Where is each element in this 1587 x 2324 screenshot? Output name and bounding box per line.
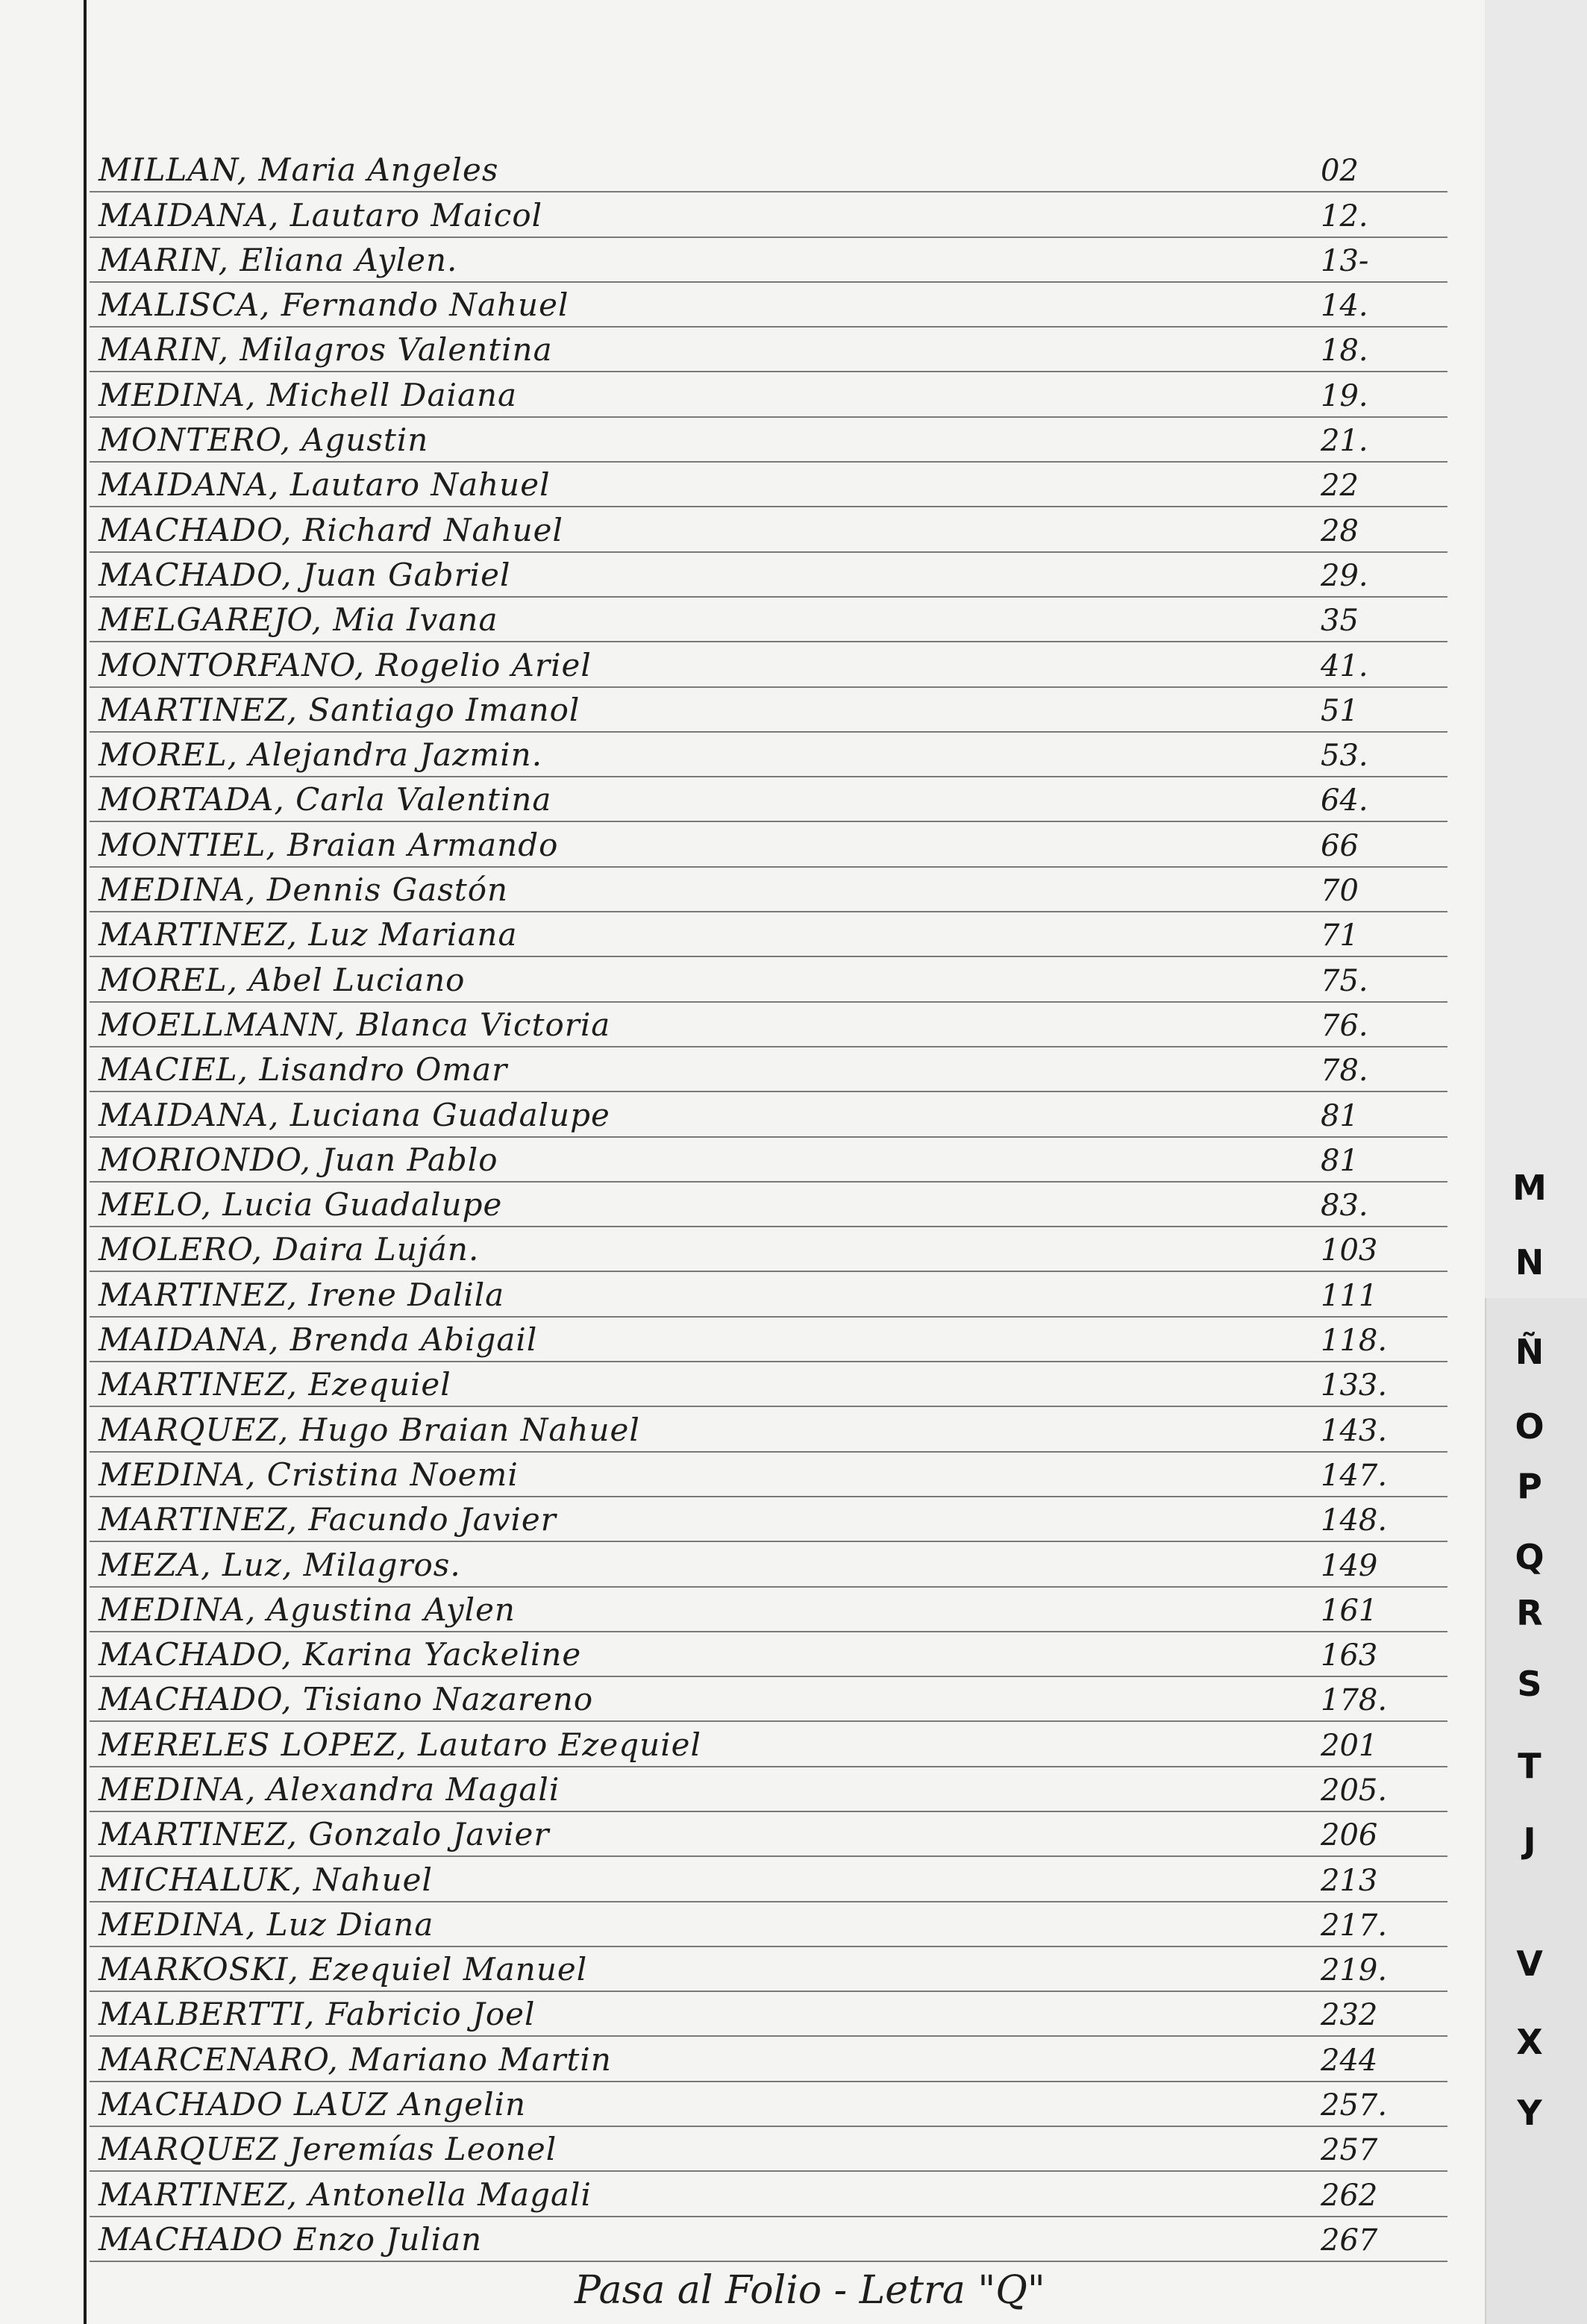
entry-number: 66: [1321, 828, 1359, 863]
ledger-row: [90, 822, 1447, 867]
entry-number: 149: [1321, 1548, 1378, 1583]
entry-number: 178.: [1321, 1683, 1388, 1718]
entry-name: MARTINEZ, Gonzalo Javier: [98, 1816, 550, 1853]
entry-number: 13-: [1321, 243, 1369, 278]
index-tab-7[interactable]: S: [1517, 1664, 1542, 1704]
entry-number: 76.: [1321, 1008, 1368, 1043]
ledger-row: [90, 418, 1447, 463]
entry-name: MEDINA, Michell Daiana: [98, 376, 518, 413]
ledger-list: [90, 148, 1447, 2262]
entry-name: MARTINEZ, Antonella Magali: [98, 2176, 592, 2213]
entry-number: 71: [1321, 918, 1359, 953]
entry-name: MARTINEZ, Santiago Imanol: [98, 691, 580, 728]
entry-number: 81: [1321, 1098, 1359, 1133]
entry-name: MOREL, Abel Luciano: [98, 961, 466, 998]
entry-name: MARTINEZ, Facundo Javier: [98, 1501, 557, 1538]
ledger-row: [90, 192, 1447, 237]
index-tab-6[interactable]: R: [1516, 1593, 1543, 1633]
entry-number: 18.: [1321, 333, 1368, 369]
margin-line: [84, 0, 87, 2324]
entry-number: 81: [1321, 1143, 1359, 1178]
ledger-row: [90, 1227, 1447, 1272]
index-tab-0[interactable]: M: [1512, 1168, 1547, 1208]
entry-number: 64.: [1321, 783, 1368, 818]
entry-number: 53.: [1321, 739, 1368, 774]
entry-name: MARIN, Milagros Valentina: [98, 331, 553, 369]
entry-name: MACHADO, Juan Gabriel: [98, 556, 511, 593]
entry-name: MARCENARO, Mariano Martin: [98, 2040, 612, 2078]
entry-name: MORIONDO, Juan Pablo: [98, 1141, 498, 1178]
index-tab-1[interactable]: N: [1515, 1242, 1544, 1282]
entry-name: MELGAREJO, Mia Ivana: [98, 601, 498, 639]
ledger-row: [90, 1542, 1447, 1587]
entry-name: MACHADO, Richard Nahuel: [98, 511, 563, 548]
entry-name: MILLAN, Maria Angeles: [98, 151, 499, 189]
entry-name: MONTORFANO, Rogelio Ariel: [98, 646, 592, 683]
entry-name: MARIN, Eliana Aylen.: [98, 241, 458, 278]
ledger-row: [90, 283, 1447, 328]
entry-name: MACHADO, Karina Yackeline: [98, 1636, 582, 1673]
ledger-row: [90, 957, 1447, 1002]
ledger-row: [90, 1092, 1447, 1137]
entry-number: 51: [1321, 693, 1359, 728]
ledger-row: [90, 463, 1447, 507]
ledger-row: [90, 1497, 1447, 1542]
entry-name: MARTINEZ, Ezequiel: [98, 1366, 451, 1403]
ledger-row: [90, 777, 1447, 822]
entry-name: MOLERO, Daira Luján.: [98, 1231, 480, 1268]
entry-number: 14.: [1321, 289, 1368, 324]
ledger-row: [90, 372, 1447, 417]
entry-number: 147.: [1321, 1458, 1388, 1493]
entry-name: MONTIEL, Braian Armando: [98, 826, 559, 863]
entry-number: 232: [1321, 1998, 1378, 2033]
entry-number: 213: [1321, 1863, 1378, 1898]
index-tab-2[interactable]: Ñ: [1515, 1332, 1544, 1372]
entry-name: MARKOSKI, Ezequiel Manuel: [98, 1951, 588, 1988]
ledger-row: [90, 1632, 1447, 1677]
ledger-row: [90, 1588, 1447, 1632]
ledger-row: [90, 328, 1447, 372]
entry-name: MACIEL, Lisandro Omar: [98, 1051, 508, 1089]
entry-name: MALBERTTI, Fabricio Joel: [98, 1996, 536, 2033]
entry-name: MEDINA, Agustina Aylen: [98, 1591, 516, 1628]
entry-number: 12.: [1321, 198, 1368, 234]
entry-number: 111: [1321, 1278, 1378, 1313]
entry-name: MEDINA, Cristina Noemi: [98, 1456, 519, 1493]
ledger-row: [90, 1407, 1447, 1452]
ledger-row: [90, 1947, 1447, 1992]
ledger-row: [90, 642, 1447, 687]
ledger-row: [90, 1722, 1447, 1767]
entry-number: 163: [1321, 1638, 1378, 1673]
ledger-row: [90, 1138, 1447, 1183]
entry-name: MELO, Lucia Guadalupe: [98, 1186, 503, 1224]
index-tab-9[interactable]: J: [1523, 1820, 1536, 1861]
ledger-row: [90, 1857, 1447, 1902]
entry-number: 118.: [1321, 1324, 1388, 1359]
entry-name: MAIDANA, Lautaro Maicol: [98, 196, 543, 234]
ledger-row: [90, 1767, 1447, 1812]
index-tab-12[interactable]: Y: [1517, 2093, 1542, 2133]
entry-name: MARQUEZ, Hugo Braian Nahuel: [98, 1411, 640, 1448]
entry-name: MARTINEZ, Luz Mariana: [98, 916, 518, 953]
ledger-row: [90, 1992, 1447, 2037]
entry-number: 133.: [1321, 1368, 1388, 1403]
index-tab-5[interactable]: Q: [1515, 1537, 1544, 1577]
entry-name: MAIDANA, Lautaro Nahuel: [98, 466, 551, 504]
entry-number: 103: [1321, 1233, 1378, 1268]
entry-number: 19.: [1321, 378, 1368, 413]
entry-number: 244: [1321, 2043, 1378, 2078]
ledger-row: [90, 2127, 1447, 2172]
ledger-row: [90, 2217, 1447, 2262]
entry-name: MAIDANA, Luciana Guadalupe: [98, 1096, 610, 1133]
entry-number: 35: [1321, 604, 1359, 639]
entry-name: MARTINEZ, Irene Dalila: [98, 1276, 505, 1313]
entry-number: 262: [1321, 2178, 1378, 2213]
ledger-row: [90, 1677, 1447, 1722]
entry-number: 28: [1321, 513, 1359, 548]
entry-number: 267: [1321, 2223, 1378, 2258]
index-tab-3[interactable]: O: [1515, 1406, 1544, 1447]
entry-number: 161: [1321, 1593, 1378, 1628]
entry-number: 201: [1321, 1728, 1378, 1763]
index-tab-10[interactable]: V: [1516, 1944, 1543, 1984]
entry-number: 148.: [1321, 1503, 1388, 1538]
entry-name: MARQUEZ Jeremías Leonel: [98, 2131, 557, 2168]
ledger-row: [90, 2172, 1447, 2217]
ledger-row: [90, 1183, 1447, 1227]
entry-name: MERELES LOPEZ, Lautaro Ezequiel: [98, 1726, 701, 1763]
entry-number: 217.: [1321, 1908, 1388, 1943]
entry-number: 78.: [1321, 1053, 1368, 1089]
entry-name: MACHADO Enzo Julian: [98, 2220, 483, 2258]
ledger-row: [90, 1047, 1447, 1092]
entry-name: MEZA, Luz, Milagros.: [98, 1546, 461, 1583]
entry-number: 22: [1321, 469, 1359, 504]
entry-number: 41.: [1321, 648, 1368, 683]
index-tab-8[interactable]: T: [1518, 1746, 1541, 1786]
entry-number: 219.: [1321, 1953, 1388, 1988]
ledger-row: [90, 2082, 1447, 2127]
ledger-row: [90, 1362, 1447, 1407]
entry-name: MACHADO, Tisiano Nazareno: [98, 1681, 594, 1718]
ledger-row: [90, 912, 1447, 957]
ledger-row: [90, 1812, 1447, 1857]
entry-name: MICHALUK, Nahuel: [98, 1861, 433, 1898]
ledger-row: [90, 1272, 1447, 1317]
entry-number: 02: [1321, 154, 1359, 189]
ledger-row: [90, 507, 1447, 552]
entry-name: MOREL, Alejandra Jazmin.: [98, 736, 543, 774]
index-tab-11[interactable]: X: [1516, 2022, 1543, 2062]
entry-number: 206: [1321, 1818, 1378, 1853]
ledger-row: [90, 553, 1447, 598]
ledger-row: [90, 733, 1447, 777]
ledger-row: [90, 1318, 1447, 1362]
entry-name: MORTADA, Carla Valentina: [98, 781, 552, 818]
entry-number: 29.: [1321, 558, 1368, 593]
entry-number: 257: [1321, 2133, 1378, 2168]
entry-name: MEDINA, Alexandra Magali: [98, 1770, 560, 1808]
ledger-row: [90, 1902, 1447, 1947]
ledger-row: [90, 148, 1447, 192]
ledger-row: [90, 868, 1447, 912]
entry-name: MALISCA, Fernando Nahuel: [98, 286, 569, 324]
entry-name: MOELLMANN, Blanca Victoria: [98, 1006, 611, 1043]
entry-number: 83.: [1321, 1188, 1368, 1224]
entry-name: MEDINA, Dennis Gastón: [98, 871, 509, 909]
ledger-row: [90, 1453, 1447, 1497]
index-tabs: [1485, 0, 1587, 2324]
entry-number: 143.: [1321, 1413, 1388, 1448]
ledger-row: [90, 238, 1447, 283]
index-tab-4[interactable]: P: [1517, 1466, 1542, 1506]
entry-name: MEDINA, Luz Diana: [98, 1905, 434, 1943]
entry-name: MACHADO LAUZ Angelin: [98, 2086, 527, 2123]
entry-number: 257.: [1321, 2088, 1388, 2123]
ledger-row: [90, 1003, 1447, 1047]
entry-number: 70: [1321, 874, 1359, 909]
entry-number: 75.: [1321, 963, 1368, 998]
ledger-row: [90, 598, 1447, 642]
ledger-row: [90, 688, 1447, 733]
entry-number: 21.: [1321, 424, 1368, 459]
entry-name: MAIDANA, Brenda Abigail: [98, 1321, 538, 1359]
footer-note: Pasa al Folio - Letra "Q": [575, 2268, 1045, 2313]
entry-number: 205.: [1321, 1773, 1388, 1808]
entry-name: MONTERO, Agustin: [98, 422, 429, 459]
ledger-row: [90, 2037, 1447, 2082]
